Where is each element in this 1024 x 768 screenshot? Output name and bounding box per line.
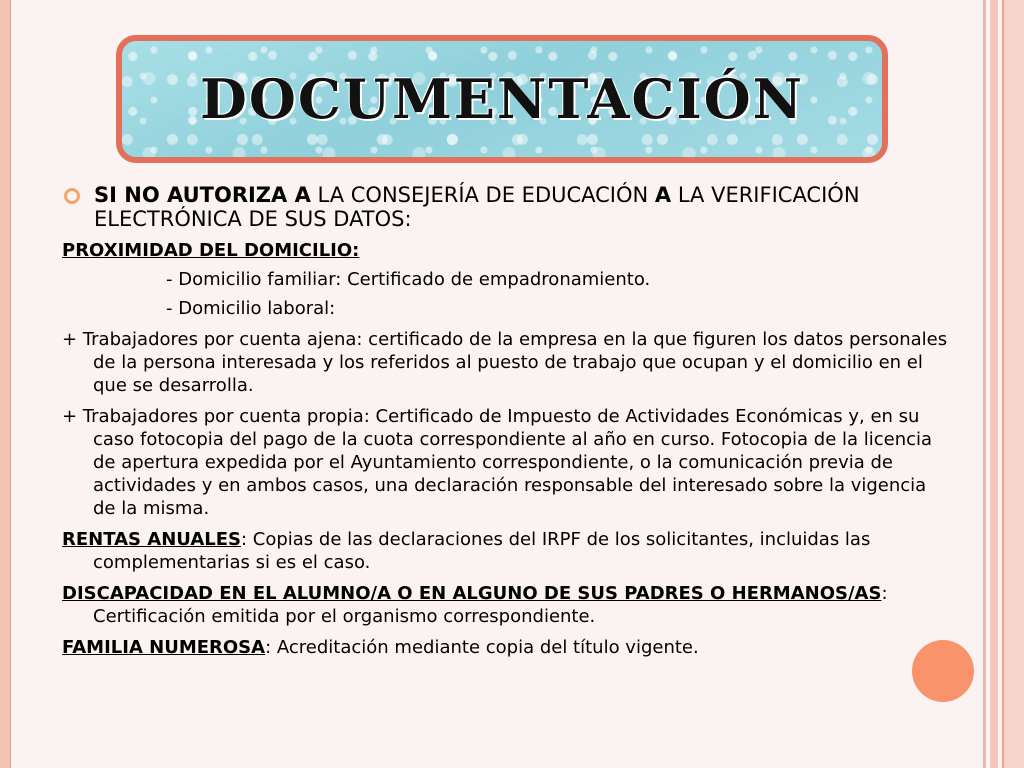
page-title: DOCUMENTACIÓN xyxy=(200,67,804,131)
discapacidad-item xyxy=(62,582,952,628)
proximidad-heading-text: PROXIMIDAD DEL DOMICILIO: xyxy=(62,240,360,261)
intro-verificacion: LA VERIFICACIÓN ELECTRÓNICA DE SUS DATOS: xyxy=(94,183,860,231)
domicilio-laboral: - Domicilio laboral: xyxy=(166,298,336,319)
intro-lead: SI NO AUTORIZA xyxy=(94,183,288,207)
familia-text: : Acreditación mediante copia del título vigente. xyxy=(265,637,699,658)
orange-circle-icon xyxy=(912,640,974,702)
cuenta-propia-item: + Trabajadores por cuenta propia: Certificado de Impuesto de Actividades Económicas y, en su caso fotocopia del pago de la cuota correspondiente al año en curso. Fotocopia de la licencia de apertura expedida por el Ayuntamiento correspondiente, o la comunicación previa de actividades y en ambos casos, una declaración responsable del interesado sobre la vigencia de la misma. xyxy=(62,406,933,519)
left-border-strip xyxy=(0,0,11,768)
intro-a1: A xyxy=(287,183,311,207)
rentas-item xyxy=(62,528,952,574)
right-border-line xyxy=(983,0,986,768)
intro-a2: A xyxy=(654,183,672,207)
document-body xyxy=(62,183,952,659)
right-border-strip xyxy=(990,0,998,768)
proximidad-heading xyxy=(62,239,952,262)
bullet-circle-icon xyxy=(64,188,80,204)
familia-label: FAMILIA NUMEROSA xyxy=(62,637,266,658)
rentas-text: : Copias de las declaraciones del IRPF de los solicitantes, incluidas las complementarias si es el caso. xyxy=(93,529,871,573)
discapacidad-label: DISCAPACIDAD EN EL ALUMNO/A O EN ALGUNO DE SUS PADRES O HERMANOS/AS xyxy=(62,583,882,604)
right-border-band xyxy=(1002,0,1024,768)
rentas-label: RENTAS ANUALES xyxy=(62,529,241,550)
discapacidad-text: : Certificación emitida por el organismo correspondiente. xyxy=(93,583,888,627)
title-banner xyxy=(116,35,888,163)
intro-consejeria: LA CONSEJERÍA DE EDUCACIÓN xyxy=(310,183,655,207)
familia-item xyxy=(62,636,952,659)
intro-bullet xyxy=(62,183,952,231)
cuenta-ajena-item: + Trabajadores por cuenta ajena: certificado de la empresa en la que figuren los datos personales de la persona interesada y los referidos al puesto de trabajo que ocupan y el domicilio en el que se desarrolla. xyxy=(62,329,948,396)
domicilio-familiar: - Domicilio familiar: Certificado de empadronamiento. xyxy=(166,269,651,290)
